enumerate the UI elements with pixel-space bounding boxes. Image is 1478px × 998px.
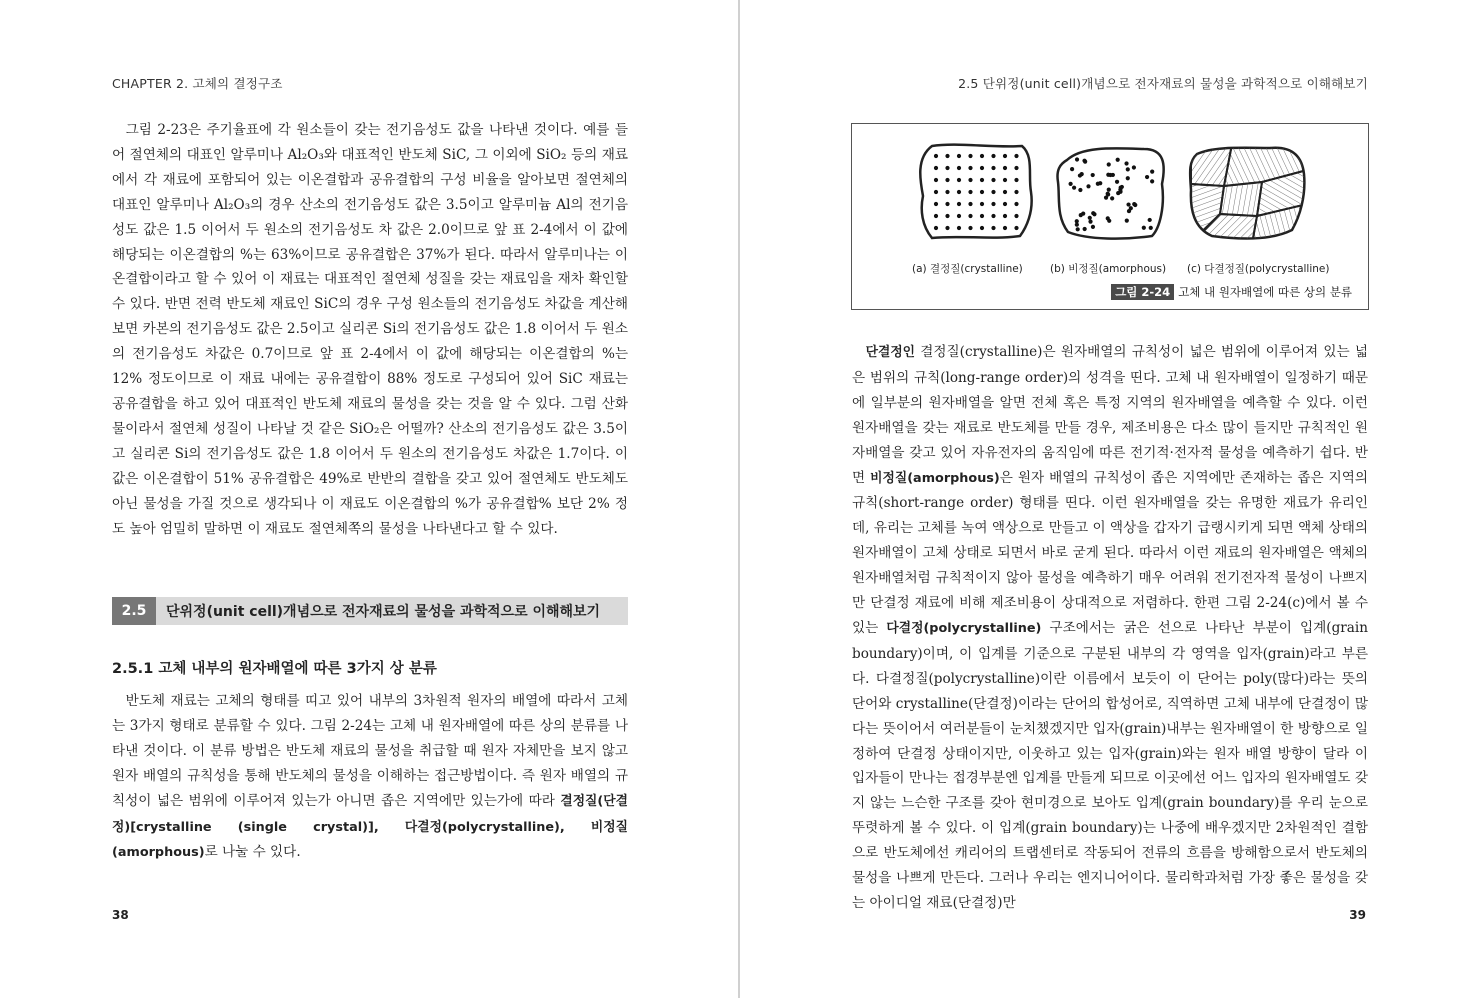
atom-dot bbox=[991, 154, 995, 158]
atom-dot bbox=[1079, 213, 1083, 217]
atom-dot bbox=[968, 178, 972, 182]
emphasized-terms: 결정질(단결정)[crystalline (single crystal)], 다결정(polycrystalline), 비정질(amorphous) bbox=[112, 793, 628, 861]
atom-dot bbox=[934, 178, 938, 182]
emphasized-term: 다결정(polycrystalline) bbox=[886, 620, 1042, 636]
atom-dot bbox=[934, 214, 938, 218]
atom-dot bbox=[945, 178, 949, 182]
atom-dot bbox=[980, 226, 984, 230]
paragraph-text-part: 반도체 재료는 고체의 형태를 띠고 있어 내부의 3차원적 원자의 배열에 따라서 고체는 3가지 형태로 분류할 수 있다. 그림 2-24는 고체 내 원자배열에 따른 상의 분류를 나타낸 것이다. 이 분류 방법은 반도체 재료의 물성을 취급할 때 원자 자체만을 보지 않고 원자 배열의 규칙성을 통해 반도체의 물성을 이해하는 접근방법이다. 즉 원자 배열의 규칙성이 넓은 범위에 이루어져 있는가 아니면 좁은 지역에만 있는가에 따라 bbox=[112, 693, 628, 809]
atom-dot bbox=[1142, 226, 1146, 230]
atom-dot bbox=[945, 226, 949, 230]
atom-dot bbox=[991, 226, 995, 230]
paragraph-text-part: 결정질(crystalline)은 원자배열의 규칙성이 넓은 범위에 이루어져 있는 넓은 범위의 규칙(long-range order)의 성격을 띤다. 고체 내 원자배열이 일정하기 때문에 일부분의 원자배열을 알면 전체 혹은 특정 지역의 원자배열을 예측할 수 있다. 이런 원자배열을 갖는 재료로 반도체를 만들 경우, 제조비용은 다소 많이 들지만 규칙적인 원자배열을 갖고 있어 자유전자의 움직임에 따른 전기적·전자적 물성을 예측하기 쉽다. 반면 bbox=[852, 344, 1368, 486]
atom-dot bbox=[945, 214, 949, 218]
atom-dot bbox=[934, 166, 938, 170]
atom-dot bbox=[980, 214, 984, 218]
atom-dot bbox=[1149, 226, 1153, 230]
section-heading bbox=[112, 597, 628, 625]
atom-dot bbox=[1083, 227, 1087, 231]
atom-dot bbox=[980, 166, 984, 170]
atom-dot bbox=[1014, 226, 1018, 230]
atom-dot bbox=[968, 154, 972, 158]
atom-dot bbox=[1014, 202, 1018, 206]
figure-label: 그림 2-24 bbox=[1111, 284, 1174, 300]
atom-dot bbox=[1107, 162, 1111, 166]
atom-dot bbox=[1003, 154, 1007, 158]
atom-dot bbox=[1003, 178, 1007, 182]
atom-dot bbox=[1104, 196, 1108, 200]
atom-dot bbox=[1096, 182, 1100, 186]
atom-dot bbox=[968, 190, 972, 194]
polycrystalline-grains bbox=[1191, 144, 1307, 244]
atom-dot bbox=[1129, 206, 1133, 210]
body-paragraph-2 bbox=[112, 689, 628, 866]
subsection-title: 2.5.1 고체 내부의 원자배열에 따른 3가지 상 분류 bbox=[112, 661, 437, 677]
atom-dot bbox=[957, 154, 961, 158]
atom-dot bbox=[1075, 223, 1079, 227]
atom-dot bbox=[945, 154, 949, 158]
atom-dot bbox=[980, 190, 984, 194]
atom-dot bbox=[1148, 218, 1152, 222]
atom-dot bbox=[1072, 186, 1076, 190]
atom-dot bbox=[1078, 188, 1082, 192]
atom-dot bbox=[980, 178, 984, 182]
atom-dot bbox=[991, 166, 995, 170]
atom-dot bbox=[1107, 188, 1111, 192]
atom-dot bbox=[945, 166, 949, 170]
atom-dot bbox=[991, 214, 995, 218]
atom-dot bbox=[1086, 184, 1090, 188]
subcaption-c: (c) 다결정질(polycrystalline) bbox=[1187, 263, 1330, 275]
atom-dot bbox=[1132, 165, 1136, 169]
figure-caption-text: 고체 내 원자배열에 따른 상의 분류 bbox=[1178, 285, 1352, 299]
atom-dot bbox=[1107, 219, 1111, 223]
atom-dot bbox=[957, 226, 961, 230]
atom-dot bbox=[1118, 190, 1122, 194]
atom-dot bbox=[1116, 158, 1120, 162]
atom-dot bbox=[1150, 170, 1154, 174]
atom-dot bbox=[1082, 159, 1086, 163]
atom-dot bbox=[980, 154, 984, 158]
atom-dot bbox=[1115, 180, 1119, 184]
atom-dot bbox=[1126, 202, 1130, 206]
atom-dot bbox=[1145, 175, 1149, 179]
atom-dot bbox=[1003, 166, 1007, 170]
subcaption-b: (b) 비정질(amorphous) bbox=[1050, 263, 1167, 275]
atom-dot bbox=[1088, 220, 1092, 224]
atom-dot bbox=[1126, 167, 1130, 171]
atom-dot bbox=[1014, 178, 1018, 182]
atom-dot bbox=[1003, 214, 1007, 218]
paragraph-text-part: 구조에서는 굵은 선으로 나타난 부분이 입계(grain boundary)이며, 이 입계를 기준으로 구분된 내부의 각 영역을 입자(grain)라고 부른다. 다결정질(polycrystalline)이란 이름에서 보듯이 이 단어는 poly(많다)라는 뜻의 단어와 crystalline(단결정)이라는 단어의 합성어로, 직역하면 고체 내부에 단결정이 많다는 뜻이어서 여러분들이 눈치챘겠지만 입자(grain)내부는 원자배열이 한 방향으로 일정하여 단결정 상태이지만, 이웃하고 있는 입자(grain)와는 원자 배열 방향이 달라 이 입자들이 만나는 접경부분엔 입계를 만들게 되므로 이곳에선 어느 입자의 원자배열도 갖지 않는 느슨한 구조를 갖아 현미경으로 보아도 입계(grain boundary)를 우리 눈으로 뚜렷하게 볼 수 있다. 이 입계(grain boundary)는 나중에 배우겠지만 2차원적인 결함으로 반도체에선 캐리어의 트랩센터로 작동되어 전류의 흐름을 방해함으로서 반도체의 물성을 나쁘게 만든다. 그러나 우리는 엔지니어이다. 물리학과처럼 가장 좋은 물성을 갖는 아이디얼 재료(단결정)만 bbox=[852, 619, 1368, 911]
atom-dot bbox=[1091, 225, 1095, 229]
figure-2-24 bbox=[851, 123, 1369, 310]
atom-dot bbox=[1014, 190, 1018, 194]
page-number-right: 39 bbox=[1349, 908, 1366, 922]
atom-dot bbox=[968, 214, 972, 218]
atom-dot bbox=[1124, 161, 1128, 165]
atom-dot bbox=[991, 190, 995, 194]
paragraph-text-part: 은 원자 배열의 규칙성이 좁은 지역에만 존재하는 좁은 지역의 규칙(short-range order) 형태를 띤다. 이런 원자배열을 갖는 유명한 재료가 유리인데, 유리는 고체를 녹여 액상으로 만들고 이 액상을 갑자기 급랭시키게 되면 액체 상태의 원자배열이 고체 상태로 되면서 바로 굳게 된다. 따라서 이런 재료의 원자배열은 액체의 원자배열처럼 규칙적이지 않아 물성을 예측하기 매우 어려워 전기전자적 물성이 나쁘지만 단결정 재료에 비해 제조비용이 상대적으로 저렴하다. 한편 그림 2-24(c)에서 볼 수 있는 bbox=[852, 469, 1368, 636]
atom-dot bbox=[1126, 176, 1130, 180]
paragraph-text bbox=[112, 689, 628, 866]
atom-dot bbox=[1014, 154, 1018, 158]
atom-dot bbox=[968, 202, 972, 206]
grain-region bbox=[1220, 182, 1262, 216]
atom-dot bbox=[957, 190, 961, 194]
atom-dot bbox=[934, 226, 938, 230]
atom-dot bbox=[1108, 173, 1112, 177]
atom-dot bbox=[945, 190, 949, 194]
atom-dot bbox=[1070, 167, 1074, 171]
emphasized-term: 단결정인 bbox=[865, 345, 916, 360]
atom-dot bbox=[1003, 202, 1007, 206]
section-number: 2.5 bbox=[112, 597, 156, 625]
atom-dot bbox=[934, 202, 938, 206]
atom-dot bbox=[1132, 202, 1136, 206]
section-title: 단위정(unit cell)개념으로 전자재료의 물성을 과학적으로 이해해보기 bbox=[166, 604, 601, 620]
atom-dot bbox=[1080, 172, 1084, 176]
page-number-left: 38 bbox=[112, 908, 129, 922]
atom-dot bbox=[1075, 157, 1079, 161]
atom-dot bbox=[1076, 227, 1080, 231]
left-page bbox=[0, 0, 738, 998]
body-paragraph-3 bbox=[852, 340, 1368, 916]
atom-dot bbox=[1125, 219, 1129, 223]
paragraph-text-part: 로 나눌 수 있다. bbox=[204, 844, 301, 861]
emphasized-term: 비정질(amorphous) bbox=[870, 470, 1000, 486]
atom-dot bbox=[980, 202, 984, 206]
atom-dot bbox=[1069, 182, 1073, 186]
atom-dot bbox=[957, 202, 961, 206]
atom-dot bbox=[1106, 192, 1110, 196]
atom-dot bbox=[1110, 196, 1114, 200]
atom-dot bbox=[957, 214, 961, 218]
figure-caption bbox=[1111, 284, 1352, 300]
atom-dot bbox=[957, 178, 961, 182]
atom-dot bbox=[1150, 179, 1154, 183]
atom-dot bbox=[1091, 211, 1095, 215]
paragraph-text: 그림 2-23은 주기율표에 각 원소들이 갖는 전기음성도 값을 나타낸 것이다. 예를 들어 절연체의 대표인 알루미나 Al₂O₃와 대표적인 반도체 SiC, 그 이외에 SiO₂ 등의 재료에서 각 재료에 포함되어 있는 이온결합과 공유결합의 구성 비율을 알아보면 절연체의 대표인 알루미나 Al₂O₃의 경우 산소의 전기음성도 값은 3.5이고 알루미늄 Al의 전기음성도 값은 1.5 이어서 두 원소의 전기음성도 차 값은 2.0이므로 앞 표 2-4에서 이 값에 해당되는 이온결합의 %는 63%이므로 공유결합은 37%가 된다. 따라서 알루미나는 이온결합이라고 할 수 있어 이 재료는 대표적인 절연체 성질을 갖는 재료임을 재차 확인할 수 있다. 반면 전력 반도체 재료인 SiC의 경우 구성 원소들의 전기음성도 차값을 계산해 보면 카본의 전기음성도 값은 2.5이고 실리콘 Si의 전기음성도 값은 1.8 이어서 두 원소의 전기음성도 차값은 0.7이므로 앞 표 2-4에서 이 값에 해당되는 이온결합의 %는 12% 정도이므로 이 재료 내에는 공유결합이 88% 정도로 구성되어 있어 SiC 재료는 공유결합을 하고 있어 대표적인 반도체 재료의 물성을 갖는 것을 알 수 있다. 그럼 산화물이라서 절연체 성질이 나타날 것 같은 SiO₂은 어떨까? 산소의 전기음성도 값은 3.5이고 실리콘 Si의 전기음성도 값은 1.8 이어서 두 원소의 전기음성도 차값은 1.7이다. 이 값은 이온결합이 51% 공유결합은 49%로 반반의 결합을 갖고 있어 절연체도 반도체도 아닌 물성을 가질 것으로 생각되나 이 재료도 이온결합의 %가 공유결합% 보단 2% 정도 높아 엄밀히 말하면 이 재료도 절연체쪽의 물성을 나타낸다고 할 수 있다. bbox=[112, 122, 628, 537]
atom-dot bbox=[945, 202, 949, 206]
subcaption-a: (a) 결정질(crystalline) bbox=[912, 263, 1023, 275]
running-header-right: 2.5 단위정(unit cell)개념으로 전자재료의 물성을 과학적으로 이해해보기 bbox=[958, 76, 1368, 91]
body-paragraph-1 bbox=[112, 118, 628, 541]
atom-dot bbox=[957, 166, 961, 170]
right-page bbox=[740, 0, 1478, 998]
amorphous-outline bbox=[1057, 148, 1163, 238]
phase-diagram-illustration bbox=[852, 124, 1368, 309]
atom-dot bbox=[991, 178, 995, 182]
running-header-left: CHAPTER 2. 고체의 결정구조 bbox=[112, 76, 283, 91]
atom-dot bbox=[1003, 226, 1007, 230]
atom-dot bbox=[991, 202, 995, 206]
atom-dot bbox=[934, 154, 938, 158]
atom-dot bbox=[934, 190, 938, 194]
atom-dot bbox=[968, 166, 972, 170]
paragraph-text bbox=[852, 340, 1368, 916]
atom-dot bbox=[1003, 190, 1007, 194]
atom-dot bbox=[1091, 173, 1095, 177]
atom-dot bbox=[1014, 166, 1018, 170]
atom-dot bbox=[968, 226, 972, 230]
atom-dot bbox=[1088, 216, 1092, 220]
atom-dot bbox=[1014, 214, 1018, 218]
